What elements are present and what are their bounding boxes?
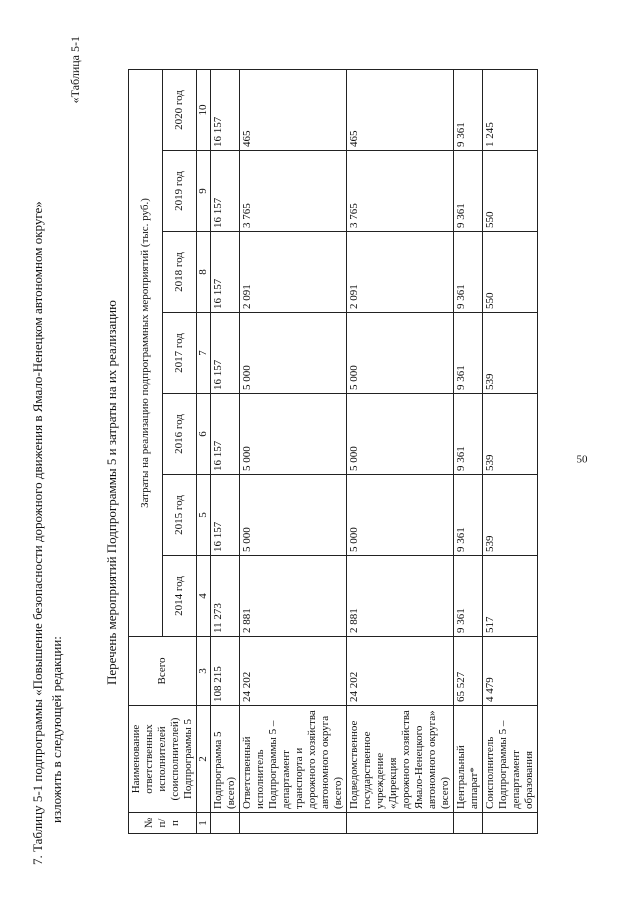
row-year-cell: 1 245 [483, 70, 538, 151]
intro-line-2: изложить в следующей редакции: [49, 636, 64, 823]
index-cell: 9 [197, 151, 211, 232]
index-cell: 5 [197, 475, 211, 556]
row-total-cell: 24 202 [347, 637, 454, 706]
index-cell: 8 [197, 232, 211, 313]
row-year-cell: 16 157 [211, 394, 240, 475]
row-year-cell: 550 [483, 232, 538, 313]
header-num: № п/п [129, 813, 197, 834]
row-year-cell: 2 881 [240, 556, 347, 637]
header-year: 2015 год [163, 475, 197, 556]
row-year-cell: 9 361 [454, 70, 483, 151]
row-number-cell [347, 813, 454, 834]
row-year-cell: 2 881 [347, 556, 454, 637]
row-year-cell: 3 765 [347, 151, 454, 232]
row-total-cell: 4 479 [483, 637, 538, 706]
header-year: 2019 год [163, 151, 197, 232]
table-row [347, 70, 454, 834]
index-cell: 10 [197, 70, 211, 151]
index-cell: 1 [197, 813, 211, 834]
row-number-cell [454, 813, 483, 834]
row-name-cell: Центральный аппарат* [454, 706, 483, 813]
table-row [240, 70, 347, 834]
table-caption: Перечень мероприятий Подпрограммы 5 и затраты на их реализацию [104, 300, 119, 685]
row-year-cell: 16 157 [211, 70, 240, 151]
row-year-cell: 11 273 [211, 556, 240, 637]
header-total: Всего [129, 637, 197, 706]
row-number-cell [240, 813, 347, 834]
header-year: 2017 год [163, 313, 197, 394]
row-year-cell: 5 000 [240, 475, 347, 556]
row-number-cell [211, 813, 240, 834]
header-row-1 [129, 70, 163, 834]
row-total-cell: 24 202 [240, 637, 347, 706]
row-year-cell: 550 [483, 151, 538, 232]
header-year: 2014 год [163, 556, 197, 637]
header-year: 2016 год [163, 394, 197, 475]
row-year-cell: 539 [483, 475, 538, 556]
row-name-cell: Соисполнитель Подпрограммы 5 – департамент образования [483, 706, 538, 813]
row-year-cell: 16 157 [211, 151, 240, 232]
row-year-cell: 539 [483, 394, 538, 475]
row-year-cell: 5 000 [240, 313, 347, 394]
row-year-cell: 16 157 [211, 475, 240, 556]
row-total-cell: 108 215 [211, 637, 240, 706]
intro-line-1: 7. Таблицу 5-1 подпрограммы «Повышение безопасности дорожного движения в Ямало-Ненецком автономном округе» [30, 201, 45, 865]
header-costs: Затраты на реализацию подпрограммных мероприятий (тыс. руб.) [129, 70, 163, 637]
row-year-cell: 16 157 [211, 232, 240, 313]
row-year-cell: 9 361 [454, 556, 483, 637]
header-year: 2020 год [163, 70, 197, 151]
row-name-cell: Подведомственное государственное учреждение «Дирекция дорожного хозяйства Ямало-Ненецкого автономного округа» (всего) [347, 706, 454, 813]
header-name: Наименование ответственных исполнителей (соисполнителей) Подпрограммы 5 [129, 706, 197, 813]
row-total-cell: 65 527 [454, 637, 483, 706]
row-year-cell: 465 [347, 70, 454, 151]
row-year-cell: 2 091 [347, 232, 454, 313]
row-name-cell: Ответственный исполнитель Подпрограммы 5 – департамент транспорта и дорожного хозяйства автономного округа (всего) [240, 706, 347, 813]
row-year-cell: 517 [483, 556, 538, 637]
row-year-cell: 9 361 [454, 475, 483, 556]
table-row [483, 70, 538, 834]
row-year-cell: 9 361 [454, 394, 483, 475]
row-year-cell: 16 157 [211, 313, 240, 394]
table-row [454, 70, 483, 834]
index-cell: 3 [197, 637, 211, 706]
row-year-cell: 2 091 [240, 232, 347, 313]
index-cell: 6 [197, 394, 211, 475]
header-year: 2018 год [163, 232, 197, 313]
row-year-cell: 539 [483, 313, 538, 394]
row-year-cell: 9 361 [454, 232, 483, 313]
row-year-cell: 5 000 [347, 313, 454, 394]
index-cell: 4 [197, 556, 211, 637]
row-name-cell: Подпрограмма 5 (всего) [211, 706, 240, 813]
index-cell: 2 [197, 706, 211, 813]
row-year-cell: 9 361 [454, 151, 483, 232]
expenses-table [128, 69, 538, 834]
row-year-cell: 9 361 [454, 313, 483, 394]
row-year-cell: 465 [240, 70, 347, 151]
row-year-cell: 5 000 [240, 394, 347, 475]
page-number: 50 [576, 453, 588, 466]
row-year-cell: 3 765 [240, 151, 347, 232]
index-cell: 7 [197, 313, 211, 394]
table-number: «Таблица 5-1 [68, 36, 82, 104]
table-row [211, 70, 240, 834]
row-number-cell [483, 813, 538, 834]
index-row [197, 70, 211, 834]
row-year-cell: 5 000 [347, 394, 454, 475]
row-year-cell: 5 000 [347, 475, 454, 556]
